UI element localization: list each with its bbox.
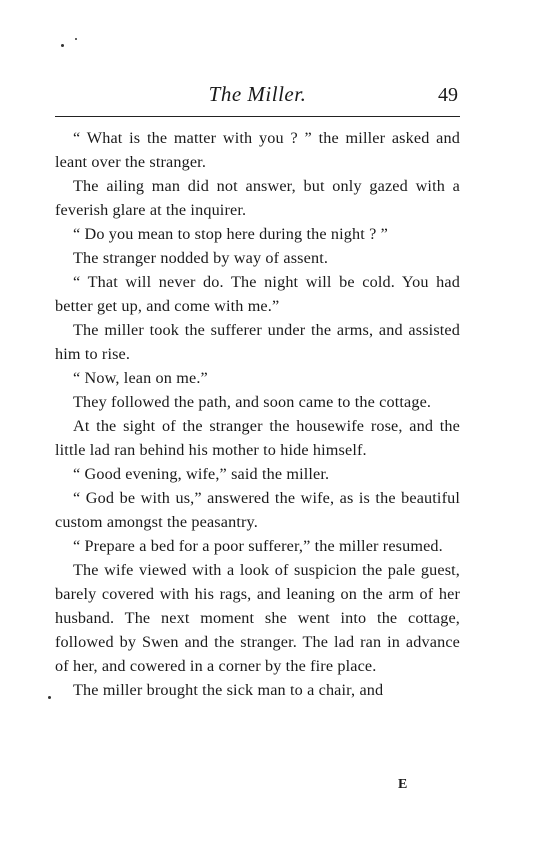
paragraph: They followed the path, and soon came to the cottage. <box>73 393 432 411</box>
body-text <box>55 126 460 702</box>
paragraph: The miller brought the sick man to a chair, and <box>73 681 384 699</box>
paragraph: “ Do you mean to stop here during the night ? ” <box>73 225 388 243</box>
paragraph: “ Prepare a bed for a poor sufferer,” the miller resumed. <box>73 537 443 555</box>
paragraph: The miller took the sufferer under the arms, and assisted him to rise. <box>55 321 460 363</box>
running-header <box>55 82 460 112</box>
header-rule <box>55 116 460 117</box>
paragraph: The stranger nodded by way of assent. <box>73 249 329 267</box>
ink-speck <box>75 38 77 40</box>
paragraph: “ God be with us,” answered the wife, as is the beautiful custom amongst the peasantry. <box>55 489 460 531</box>
running-title: The Miller. <box>208 82 307 106</box>
paragraph: At the sight of the stranger the housewife rose, and the little lad ran behind his mother to hide himself. <box>55 417 460 459</box>
paragraph: “ That will never do. The night will be cold. You had better get up, and come with me.” <box>55 273 460 315</box>
ink-speck <box>61 44 64 47</box>
paragraph: “ Good evening, wife,” said the miller. <box>73 465 330 483</box>
paragraph: “ What is the matter with you ? ” the miller asked and leant over the stranger. <box>55 129 460 171</box>
paragraph: “ Now, lean on me.” <box>73 369 208 387</box>
paragraph: The wife viewed with a look of suspicion the pale guest, barely covered with his rags, and leaning on the arm of her husband. The next moment she went into the cottage, followed by Swen and the stranger. The lad ran in advance of her, and cowered in a corner by the fire place. <box>55 561 460 675</box>
paragraph: The ailing man did not answer, but only gazed with a feverish glare at the inquirer. <box>55 177 460 219</box>
page-number: 49 <box>438 84 458 106</box>
signature-mark: E <box>398 777 409 792</box>
ink-speck <box>48 696 51 699</box>
